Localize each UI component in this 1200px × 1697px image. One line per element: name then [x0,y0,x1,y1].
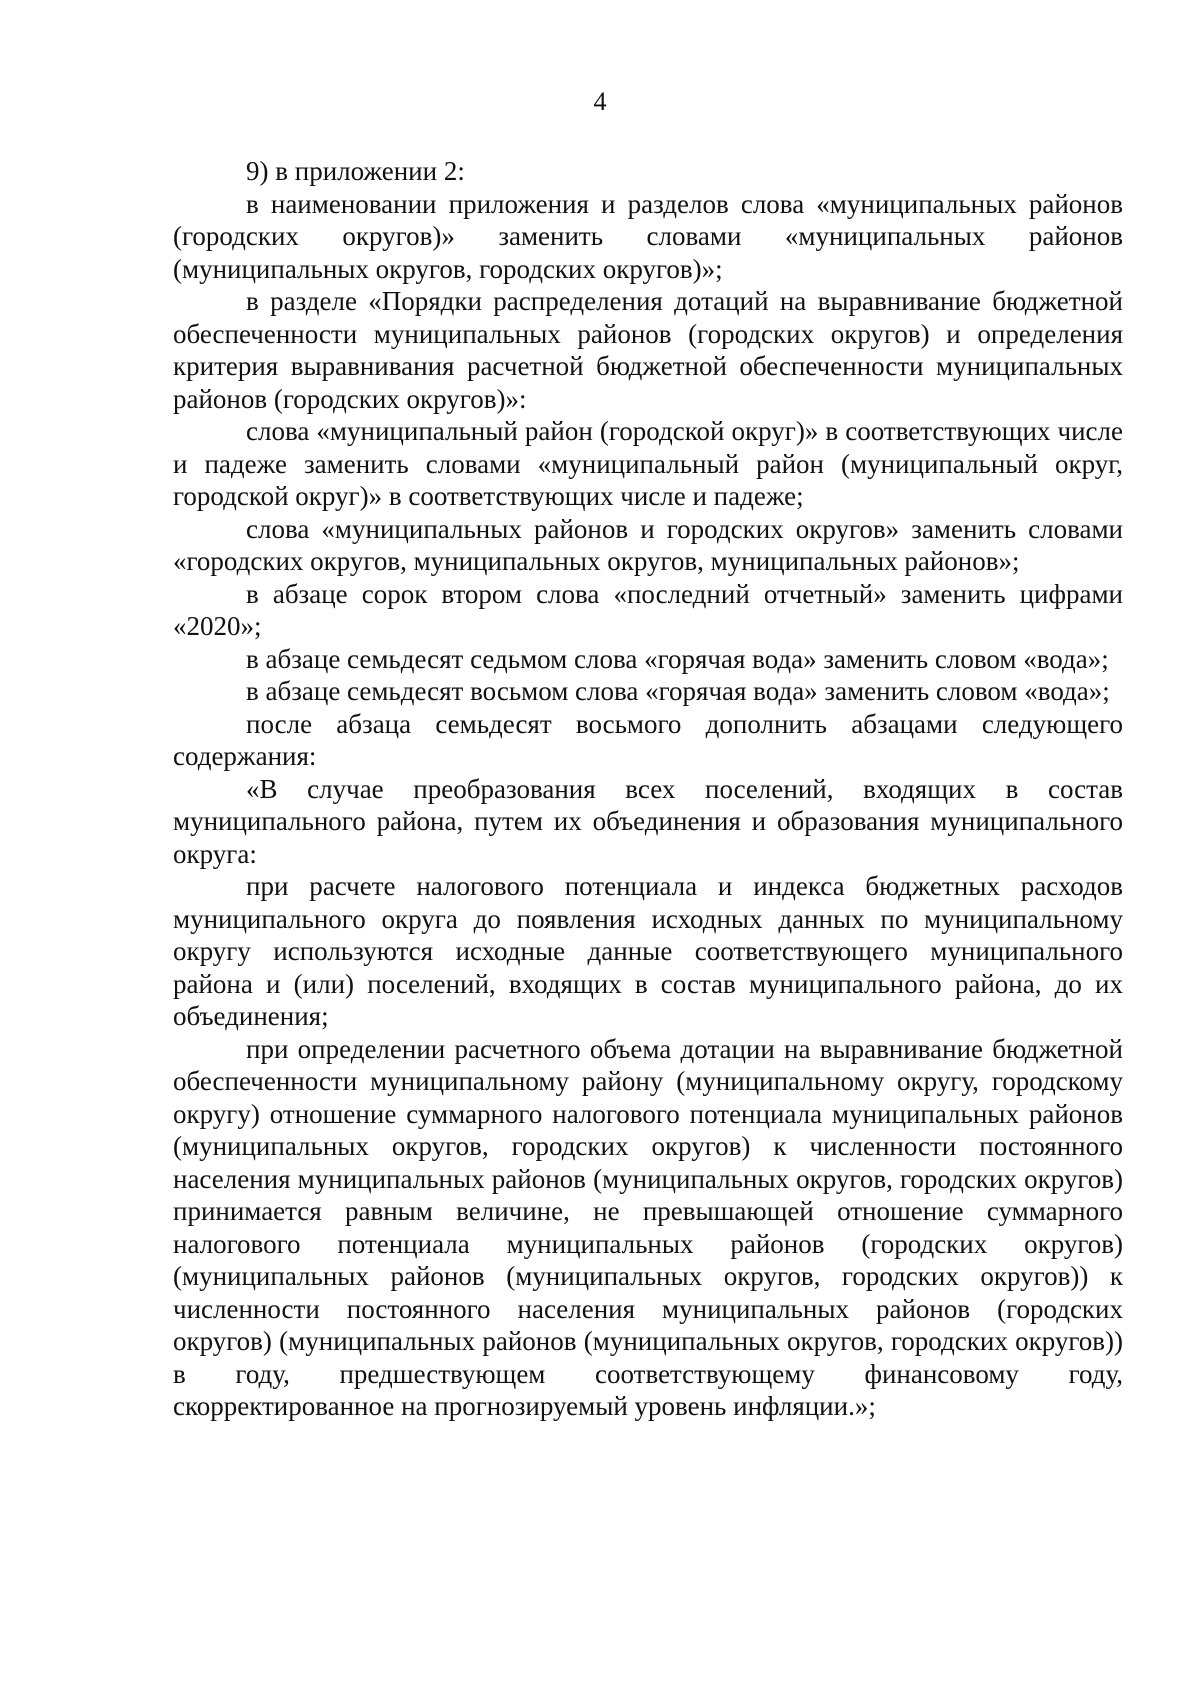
paragraph-addition-intro: после абзаца семьдесят восьмого дополнить абзацами следующего содержания: [173,708,1123,771]
paragraph-districts-order-replacement: слова «муниципальных районов и городских округов» заменить словами «городских округов, муниципальных округов, муниципальных районов»; [173,513,1123,576]
paragraph-transformation-case: «В случае преобразования всех поселений, входящих в состав муниципального района, путем их объединения и образования муниципального округа: [173,773,1123,869]
paragraph-tax-potential-calculation: при расчете налогового потенциала и индекса бюджетных расходов муниципального округа до появления исходных данных по муниципальному округу используются исходные данные соответствующего муниципального района и (или) поселений, входящих в состав муниципального района, до их объединения; [173,871,1123,1031]
paragraph-subsidy-determination: при определении расчетного объема дотации на выравнивание бюджетной обеспеченности муниципальному району (муниципальному округу, городскому округу) отношение суммарного налогового потенциала муниципальных районов (муниципальных округов, городских округов) к численности постоянного населения муниципальных районов (муниципальных округов, городских округов) принимается равным величине, не превышающей отношение суммарного налогового потенциала муниципальных районов (городских округов) (муниципальных районов (муниципальных округов, городских округов)) к численности постоянного населения муниципальных районов (городских округов) (муниципальных районов (муниципальных округов, городских округов)) в году, предшествующем соответствующему финансовому году, скорректированное на прогнозируемый уровень инфляции.»; [173,1033,1123,1421]
paragraph-municipal-district-replacement: слова «муниципальный район (городской округ)» в соответствующих числе и падеже заменить словами «муниципальный район (муниципальный округ, городской округ)» в соответствующих числе и падеже; [173,416,1123,511]
paragraph-item-heading: 9) в приложении 2: [246,156,465,186]
document-body [173,155,1123,1423]
paragraph-water-replacement-77: в абзаце семьдесят седьмом слова «горячая вода» заменить словом «вода»; [246,643,1109,674]
paragraph-year-replacement: в абзаце сорок втором слова «последний отчетный» заменить цифрами «2020»; [173,578,1123,641]
paragraph-appendix-title-change: в наименовании приложения и разделов слова «муниципальных районов (городских округов)» заменить словами «муниципальных районов (муниципальных округов, городских округов)»; [173,188,1123,284]
paragraph-water-replacement-78: в абзаце семьдесят восьмом слова «горячая вода» заменить словом «вода»; [246,676,1110,706]
paragraph-section-reference: в разделе «Порядки распределения дотаций на выравнивание бюджетной обеспеченности муниципальных районов (городских округов) и определения критерия выравнивания расчетной бюджетной обеспеченности муниципальных районов (городских округов)»: [173,286,1123,414]
page-number: 4 [593,87,607,116]
